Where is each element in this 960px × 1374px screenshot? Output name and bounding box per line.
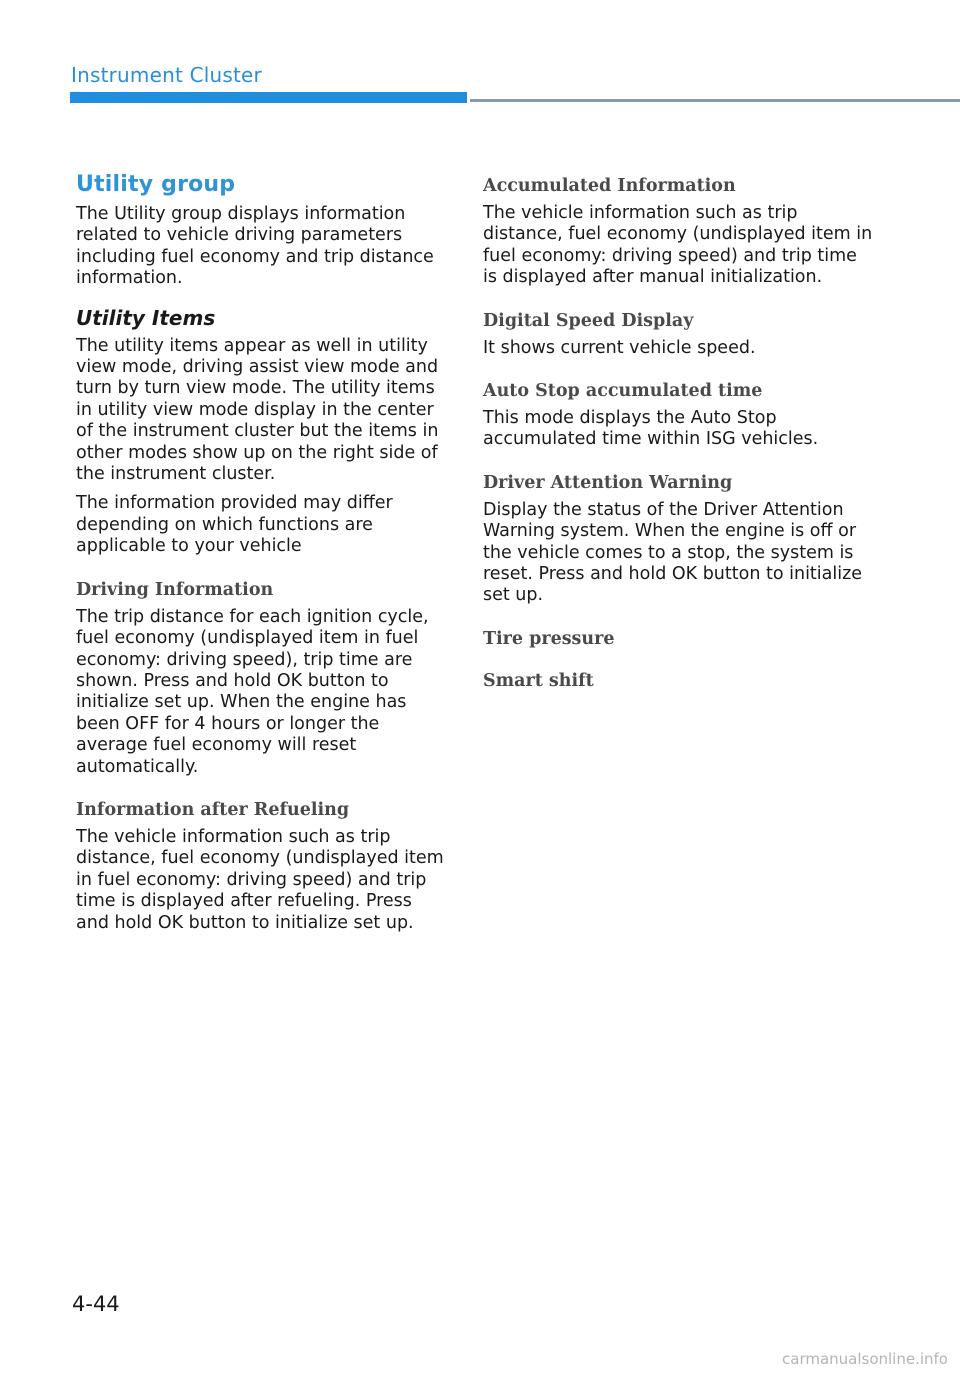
refueling-information-heading: Information after Refueling	[76, 799, 350, 820]
information-differ-paragraph: The information provided may differ depending on which functions are applicable to your vehicle	[76, 493, 393, 557]
driver-attention-heading: Driver Attention Warning	[483, 472, 733, 493]
auto-stop-heading: Auto Stop accumulated time	[483, 381, 763, 402]
utility-group-intro: The Utility group displays information related to vehicle driving parameters including fuel economy and trip distance information.	[76, 204, 434, 289]
section-title: Instrument Cluster	[71, 63, 262, 87]
digital-speed-text: It shows current vehicle speed.	[483, 337, 756, 358]
right-column	[483, 172, 873, 698]
smart-shift-heading: Smart shift	[483, 670, 594, 691]
digital-speed-heading: Digital Speed Display	[483, 310, 694, 331]
accumulated-information-text: The vehicle information such as trip distance, fuel economy (undisplayed item in fuel economy: driving speed) and trip time is displayed after manual initialization.	[483, 203, 873, 288]
refueling-information-text: The vehicle information such as trip distance, fuel economy (undisplayed item in fuel economy: driving speed) and trip time is displayed after refueling. Press and hold OK button to initialize set up.	[76, 826, 444, 933]
accumulated-information-heading: Accumulated Information	[483, 176, 736, 196]
utility-items-paragraph: The utility items appear as well in utility view mode, driving assist view mode and turn by turn view mode. The utility items in utility view mode display in the center of the instrument cluster but the items in other modes show up on the right side of the instrument cluster.	[76, 335, 439, 485]
driving-information-heading: Driving Information	[76, 579, 274, 600]
watermark: carmanualsonline.info	[782, 1350, 948, 1368]
left-column	[76, 172, 448, 942]
auto-stop-text: This mode displays the Auto Stop accumulated time within ISG vehicles.	[483, 408, 819, 450]
header-rule-blue	[70, 92, 467, 103]
utility-items-heading: Utility Items	[76, 305, 216, 330]
header-rule-gray	[470, 99, 960, 102]
driving-information-text: The trip distance for each ignition cycle, fuel economy (undisplayed item in fuel economy: driving speed), trip time are shown. Press and hold OK button to initialize set up. When the engine has been OFF for 4 hours or longer the average fuel economy will reset automatically.	[76, 606, 429, 777]
page-number: 4-44	[72, 1292, 120, 1316]
utility-group-heading: Utility group	[76, 172, 236, 197]
driver-attention-text: Display the status of the Driver Attention Warning system. When the engine is off or the vehicle comes to a stop, the system is reset. Press and hold OK button to initialize set up.	[483, 499, 863, 606]
tire-pressure-heading: Tire pressure	[483, 628, 615, 649]
